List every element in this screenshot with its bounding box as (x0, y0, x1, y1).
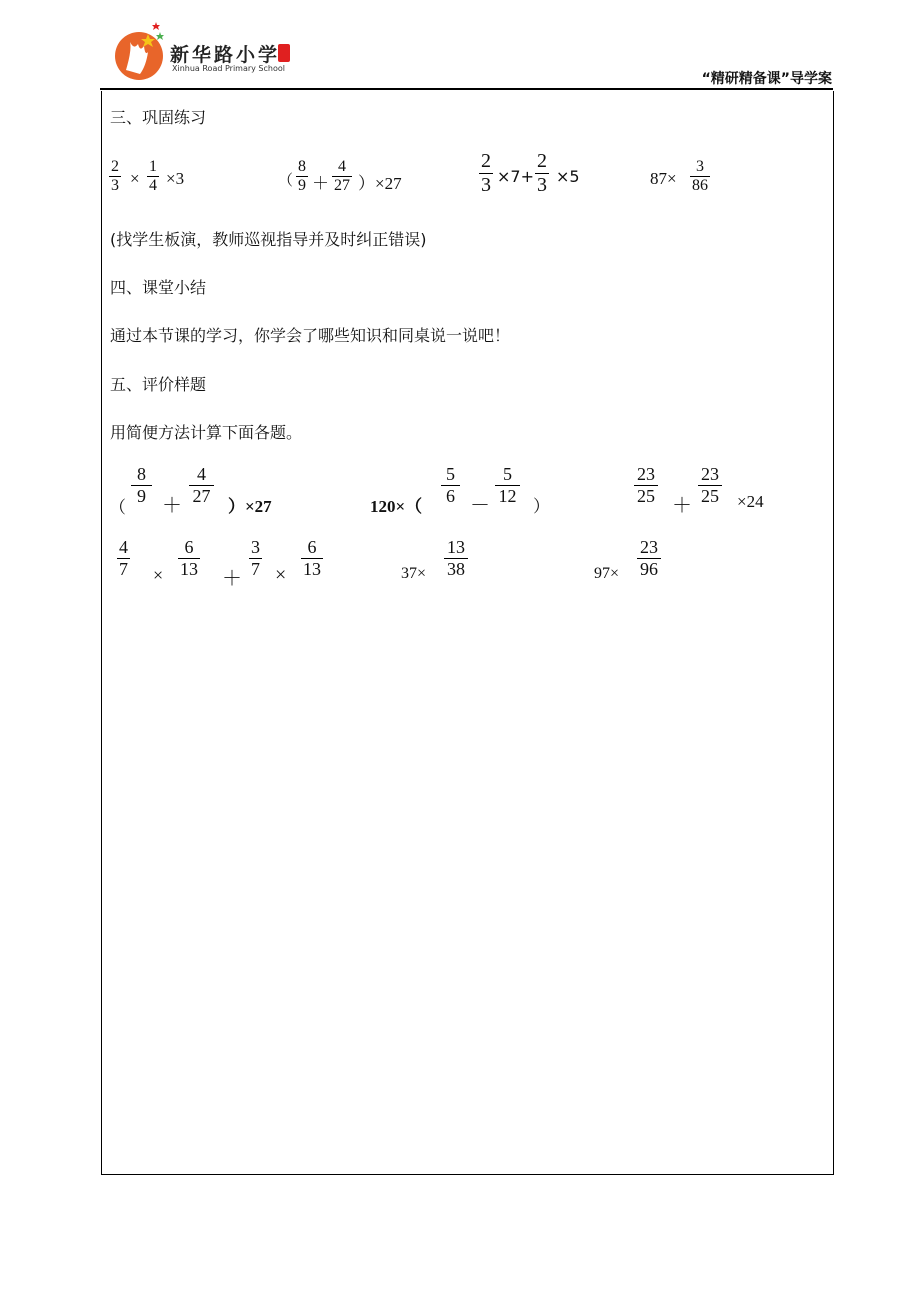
fraction: 5 6 (441, 464, 460, 507)
section-5-title: 五、评价样题 (110, 375, 207, 394)
operator: ＋ (672, 495, 692, 517)
header-rule (100, 88, 833, 90)
operator: × (153, 565, 164, 585)
fraction: 6 13 (303, 537, 321, 579)
section-3-title: 三、巩固练习 (110, 108, 207, 127)
section-4-text: 通过本节课的学习，你学会了哪些知识和同桌说一说吧！ (110, 326, 511, 345)
operator: ＋ (162, 495, 182, 517)
expression-tail: ）×27 (358, 174, 402, 193)
school-name: 新华路小学 (170, 44, 281, 66)
fraction: 3 7 (251, 537, 260, 579)
expression-lead: 87× (650, 169, 677, 188)
fraction: 4 27 (334, 158, 350, 194)
operator: ＋ (312, 174, 329, 193)
expression-tail: ）×27 (228, 497, 272, 516)
fraction: 1 4 (149, 158, 157, 194)
paren: （ (278, 173, 294, 189)
fraction: 4 7 (119, 537, 128, 579)
expression-lead: 97× (594, 565, 620, 582)
school-name-en: Xinhua Road Primary School (172, 64, 285, 73)
fraction: 2 3 (537, 150, 547, 196)
content-frame (101, 91, 834, 1175)
fraction: 13 38 (444, 537, 468, 580)
fraction: 23 25 (634, 464, 658, 507)
expression-mid: ×7+ (497, 167, 534, 186)
expression-tail: ×24 (737, 492, 764, 511)
section-3-note: (找学生板演，教师巡视指导并及时纠正错误) (110, 230, 427, 249)
fraction: 6 13 (180, 537, 198, 579)
fraction: 8 9 (131, 464, 152, 507)
operator: ＋ (222, 568, 242, 590)
paren: （ (109, 498, 126, 517)
fraction: 5 12 (495, 464, 520, 507)
section-4-title: 四、课堂小结 (110, 278, 207, 297)
fraction: 2 3 (481, 150, 491, 196)
expression-lead: 120×（ (370, 497, 423, 516)
expression-lead: 37× (401, 565, 427, 582)
doc-title: “精研精备课”导学案 (701, 71, 832, 87)
fraction: 2 3 (111, 158, 119, 194)
section-5-text: 用简便方法计算下面各题。 (110, 423, 303, 442)
fraction: 4 27 (189, 464, 214, 507)
operator: × (130, 169, 140, 188)
fraction: 23 25 (698, 464, 722, 507)
operator: － (470, 495, 490, 517)
expression-tail: ×5 (556, 167, 580, 186)
fraction: 23 96 (637, 537, 661, 580)
fraction: 8 9 (298, 158, 306, 194)
fraction: 3 86 (692, 158, 708, 194)
operator: × (275, 564, 287, 586)
expression-tail: ） (533, 497, 550, 516)
expression-tail: ×3 (166, 169, 185, 188)
